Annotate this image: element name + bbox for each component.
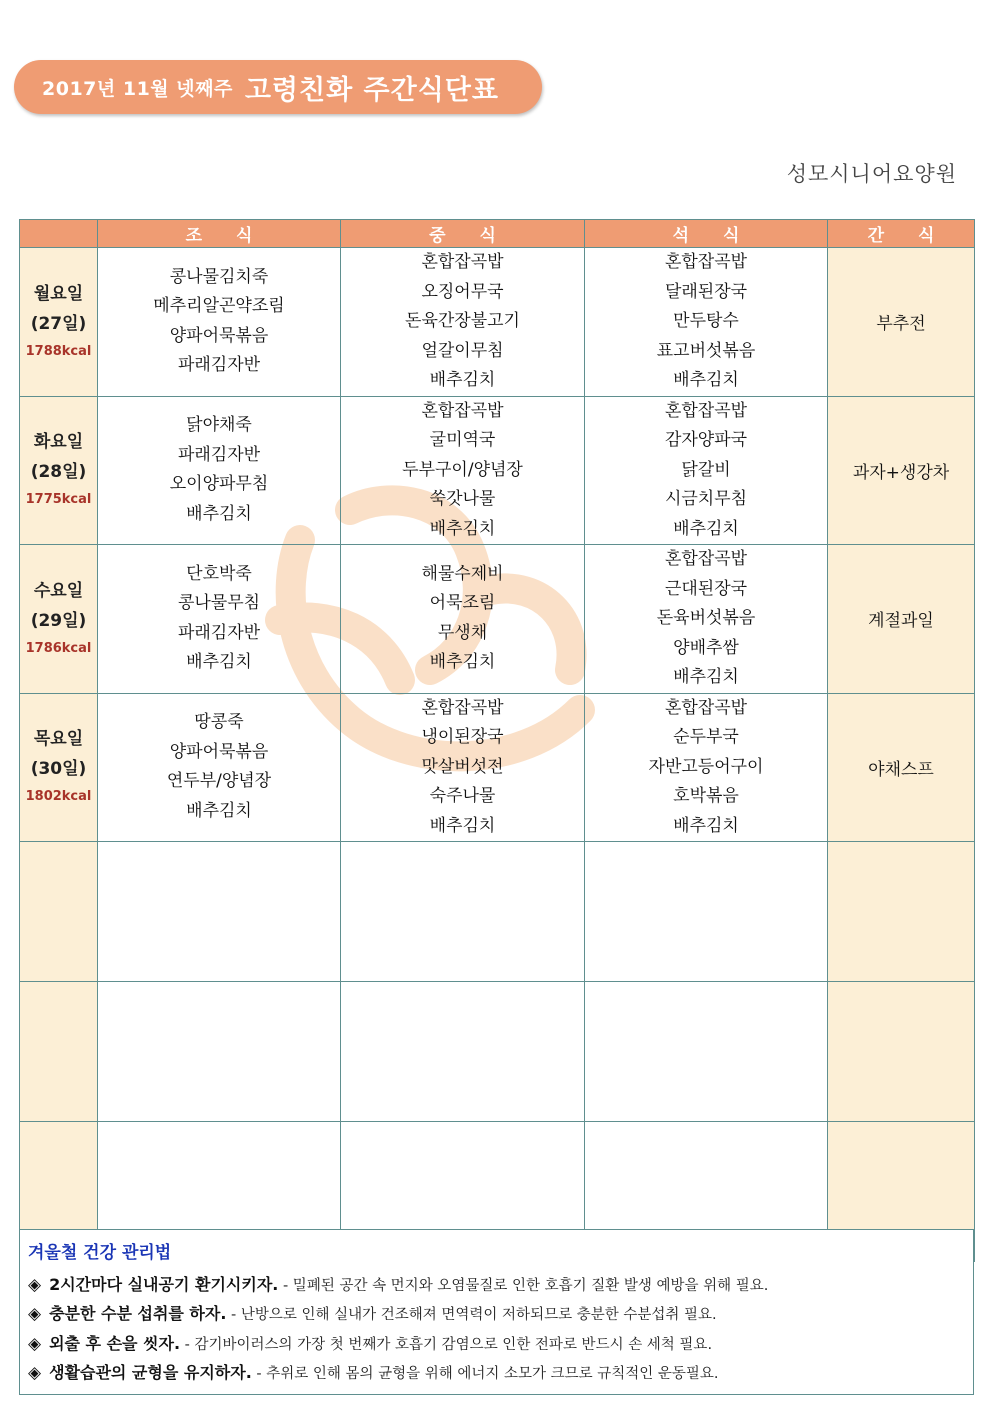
table-row bbox=[20, 248, 975, 397]
breakfast-cell bbox=[98, 396, 341, 545]
lunch-cell bbox=[341, 545, 585, 694]
menu-item: 배추김치 bbox=[186, 800, 252, 821]
menu-item: 맛살버섯전 bbox=[421, 756, 504, 777]
day-cell bbox=[20, 693, 98, 842]
tip-desc: - 밀폐된 공간 속 먼지와 오염물질로 인한 호흡기 질환 발생 예방을 위해 필요. bbox=[278, 1278, 769, 1294]
menu-item: 파래김자반 bbox=[177, 622, 261, 643]
breakfast-cell bbox=[98, 693, 341, 842]
header-day bbox=[20, 220, 98, 248]
day-name: 화요일 bbox=[33, 432, 84, 453]
menu-item: 달래된장국 bbox=[664, 281, 748, 302]
empty-snack-cell bbox=[828, 982, 975, 1122]
health-tips-title: 겨울철 건강 관리법 bbox=[28, 1243, 172, 1263]
day-cell bbox=[20, 396, 98, 545]
page-title: 고령친화 주간식단표 bbox=[244, 74, 499, 106]
empty-cell bbox=[585, 842, 828, 982]
menu-item: 연두부/양념장 bbox=[166, 771, 272, 792]
health-tip bbox=[28, 1331, 712, 1354]
title-banner bbox=[14, 60, 542, 114]
header-lunch: 중 식 bbox=[341, 220, 585, 248]
menu-item: 혼합잡곡밥 bbox=[664, 252, 748, 272]
menu-item: 표고버섯볶음 bbox=[656, 340, 756, 361]
weekly-menu-table bbox=[19, 219, 975, 1262]
day-date: (30일) bbox=[30, 759, 87, 780]
health-tip bbox=[28, 1301, 717, 1324]
day-cell bbox=[20, 248, 98, 397]
health-tip bbox=[28, 1360, 719, 1383]
day-date: (28일) bbox=[30, 462, 87, 483]
menu-item: 굴미역국 bbox=[429, 430, 496, 450]
menu-item: 두부구이/양념장 bbox=[402, 459, 523, 480]
empty-row bbox=[20, 842, 975, 982]
snack-cell: 부추전 bbox=[828, 248, 975, 397]
diamond-bullet-icon: ◈ bbox=[28, 1334, 42, 1354]
empty-cell bbox=[98, 842, 341, 982]
menu-item: 오이양파무침 bbox=[169, 474, 269, 495]
tip-desc: - 난방으로 인해 실내가 건조해져 면역력이 저하되므로 충분한 수분섭취 필요. bbox=[226, 1307, 717, 1323]
health-tip bbox=[28, 1272, 768, 1295]
table-row bbox=[20, 693, 975, 842]
tip-desc: - 추위로 인해 몸의 균형을 위해 에너지 소모가 크므로 규칙적인 운동필요. bbox=[251, 1366, 719, 1382]
menu-item: 배추김치 bbox=[429, 652, 496, 673]
menu-item: 배추김치 bbox=[186, 652, 252, 673]
menu-item: 배추김치 bbox=[186, 503, 252, 524]
menu-item: 양파어묵볶음 bbox=[169, 325, 269, 346]
menu-item: 땅콩죽 bbox=[194, 712, 244, 733]
menu-item: 근대된장국 bbox=[664, 578, 748, 599]
breakfast-cell bbox=[98, 545, 341, 694]
menu-item: 해물수제비 bbox=[421, 563, 504, 584]
tip-head: 생활습관의 균형을 유지하자. bbox=[49, 1363, 252, 1382]
snack-cell: 계절과일 bbox=[828, 545, 975, 694]
empty-snack-cell bbox=[828, 842, 975, 982]
lunch-cell bbox=[341, 248, 585, 397]
menu-item: 배추김치 bbox=[429, 518, 496, 539]
menu-item: 파래김자반 bbox=[177, 355, 261, 376]
day-date: (27일) bbox=[30, 313, 87, 334]
empty-cell bbox=[98, 982, 341, 1122]
header-row bbox=[20, 220, 975, 248]
diamond-bullet-icon: ◈ bbox=[28, 1275, 42, 1295]
menu-item: 쑥갓나물 bbox=[429, 489, 496, 509]
menu-item: 파래김자반 bbox=[177, 444, 261, 465]
lunch-cell bbox=[341, 396, 585, 545]
dinner-cell bbox=[585, 545, 828, 694]
menu-item: 배추김치 bbox=[673, 370, 739, 390]
menu-item: 혼합잡곡밥 bbox=[421, 400, 504, 421]
empty-day-cell bbox=[20, 982, 98, 1122]
tip-head: 2시간마다 실내공기 환기시키자. bbox=[49, 1275, 279, 1294]
lunch-cell bbox=[341, 693, 585, 842]
menu-item: 콩나물무침 bbox=[177, 593, 261, 614]
day-kcal: 1786kcal bbox=[25, 640, 92, 656]
menu-item: 양파어묵볶음 bbox=[169, 741, 269, 762]
menu-item: 혼합잡곡밥 bbox=[664, 697, 748, 718]
menu-item: 자반고등어구이 bbox=[648, 756, 764, 777]
day-kcal: 1775kcal bbox=[25, 492, 92, 508]
empty-day-cell bbox=[20, 842, 98, 982]
menu-item: 닭갈비 bbox=[681, 459, 731, 480]
menu-item: 메추리알곤약조림 bbox=[153, 296, 285, 317]
menu-item: 오징어무국 bbox=[421, 281, 504, 302]
menu-item: 배추김치 bbox=[673, 667, 739, 687]
tip-head: 충분한 수분 섭취를 하자. bbox=[49, 1304, 227, 1323]
menu-item: 혼합잡곡밥 bbox=[664, 400, 748, 421]
menu-item: 돈육간장불고기 bbox=[405, 311, 520, 331]
menu-item: 양배추쌈 bbox=[673, 637, 739, 658]
menu-item: 배추김치 bbox=[429, 370, 496, 390]
menu-item: 돈육버섯볶음 bbox=[656, 608, 756, 628]
menu-item: 혼합잡곡밥 bbox=[664, 549, 748, 569]
header-breakfast: 조 식 bbox=[98, 220, 341, 248]
diamond-bullet-icon: ◈ bbox=[28, 1363, 42, 1383]
diamond-bullet-icon: ◈ bbox=[28, 1304, 42, 1324]
day-kcal: 1802kcal bbox=[25, 789, 92, 805]
tip-desc: - 감기바이러스의 가장 첫 번째가 호흡기 감염으로 인한 전파로 반드시 손 세척 필요. bbox=[180, 1337, 713, 1353]
snack-cell: 과자+생강차 bbox=[828, 396, 975, 545]
menu-item: 얼갈이무침 bbox=[421, 340, 504, 361]
menu-item: 만두탕수 bbox=[673, 311, 739, 331]
tip-head: 외출 후 손을 씻자. bbox=[49, 1334, 181, 1353]
snack-cell: 야채스프 bbox=[828, 693, 975, 842]
menu-item: 순두부국 bbox=[673, 727, 739, 747]
menu-item: 혼합잡곡밥 bbox=[421, 697, 504, 718]
empty-row bbox=[20, 982, 975, 1122]
day-name: 목요일 bbox=[33, 729, 84, 750]
title-week: 2017년 11월 넷째주 bbox=[42, 77, 233, 100]
day-date: (29일) bbox=[30, 610, 87, 631]
menu-item: 배추김치 bbox=[673, 518, 739, 539]
menu-item: 배추김치 bbox=[673, 815, 739, 836]
dinner-cell bbox=[585, 248, 828, 397]
menu-item: 콩나물김치죽 bbox=[169, 266, 269, 287]
dinner-cell bbox=[585, 396, 828, 545]
table-row bbox=[20, 545, 975, 694]
menu-item: 배추김치 bbox=[429, 815, 496, 836]
menu-item: 단호박죽 bbox=[186, 563, 252, 584]
empty-cell bbox=[341, 842, 585, 982]
menu-item: 어묵조림 bbox=[429, 593, 496, 614]
menu-item: 숙주나물 bbox=[429, 786, 496, 806]
menu-item: 시금치무침 bbox=[664, 489, 748, 509]
menu-item: 냉이된장국 bbox=[421, 727, 504, 747]
day-kcal: 1788kcal bbox=[25, 343, 92, 359]
menu-item: 감자양파국 bbox=[664, 430, 748, 450]
day-name: 월요일 bbox=[33, 283, 84, 304]
health-tips-box bbox=[19, 1229, 974, 1395]
empty-cell bbox=[341, 982, 585, 1122]
menu-item: 혼합잡곡밥 bbox=[421, 252, 504, 272]
organization-name: 성모시니어요양원 bbox=[786, 162, 957, 186]
menu-item: 닭야채죽 bbox=[186, 415, 252, 436]
menu-item: 무생채 bbox=[437, 622, 488, 643]
day-cell bbox=[20, 545, 98, 694]
header-dinner: 석 식 bbox=[585, 220, 828, 248]
header-snack: 간 식 bbox=[828, 220, 975, 248]
dinner-cell bbox=[585, 693, 828, 842]
day-name: 수요일 bbox=[33, 580, 84, 601]
menu-item: 호박볶음 bbox=[673, 786, 739, 806]
table-row bbox=[20, 396, 975, 545]
breakfast-cell bbox=[98, 248, 341, 397]
empty-cell bbox=[585, 982, 828, 1122]
